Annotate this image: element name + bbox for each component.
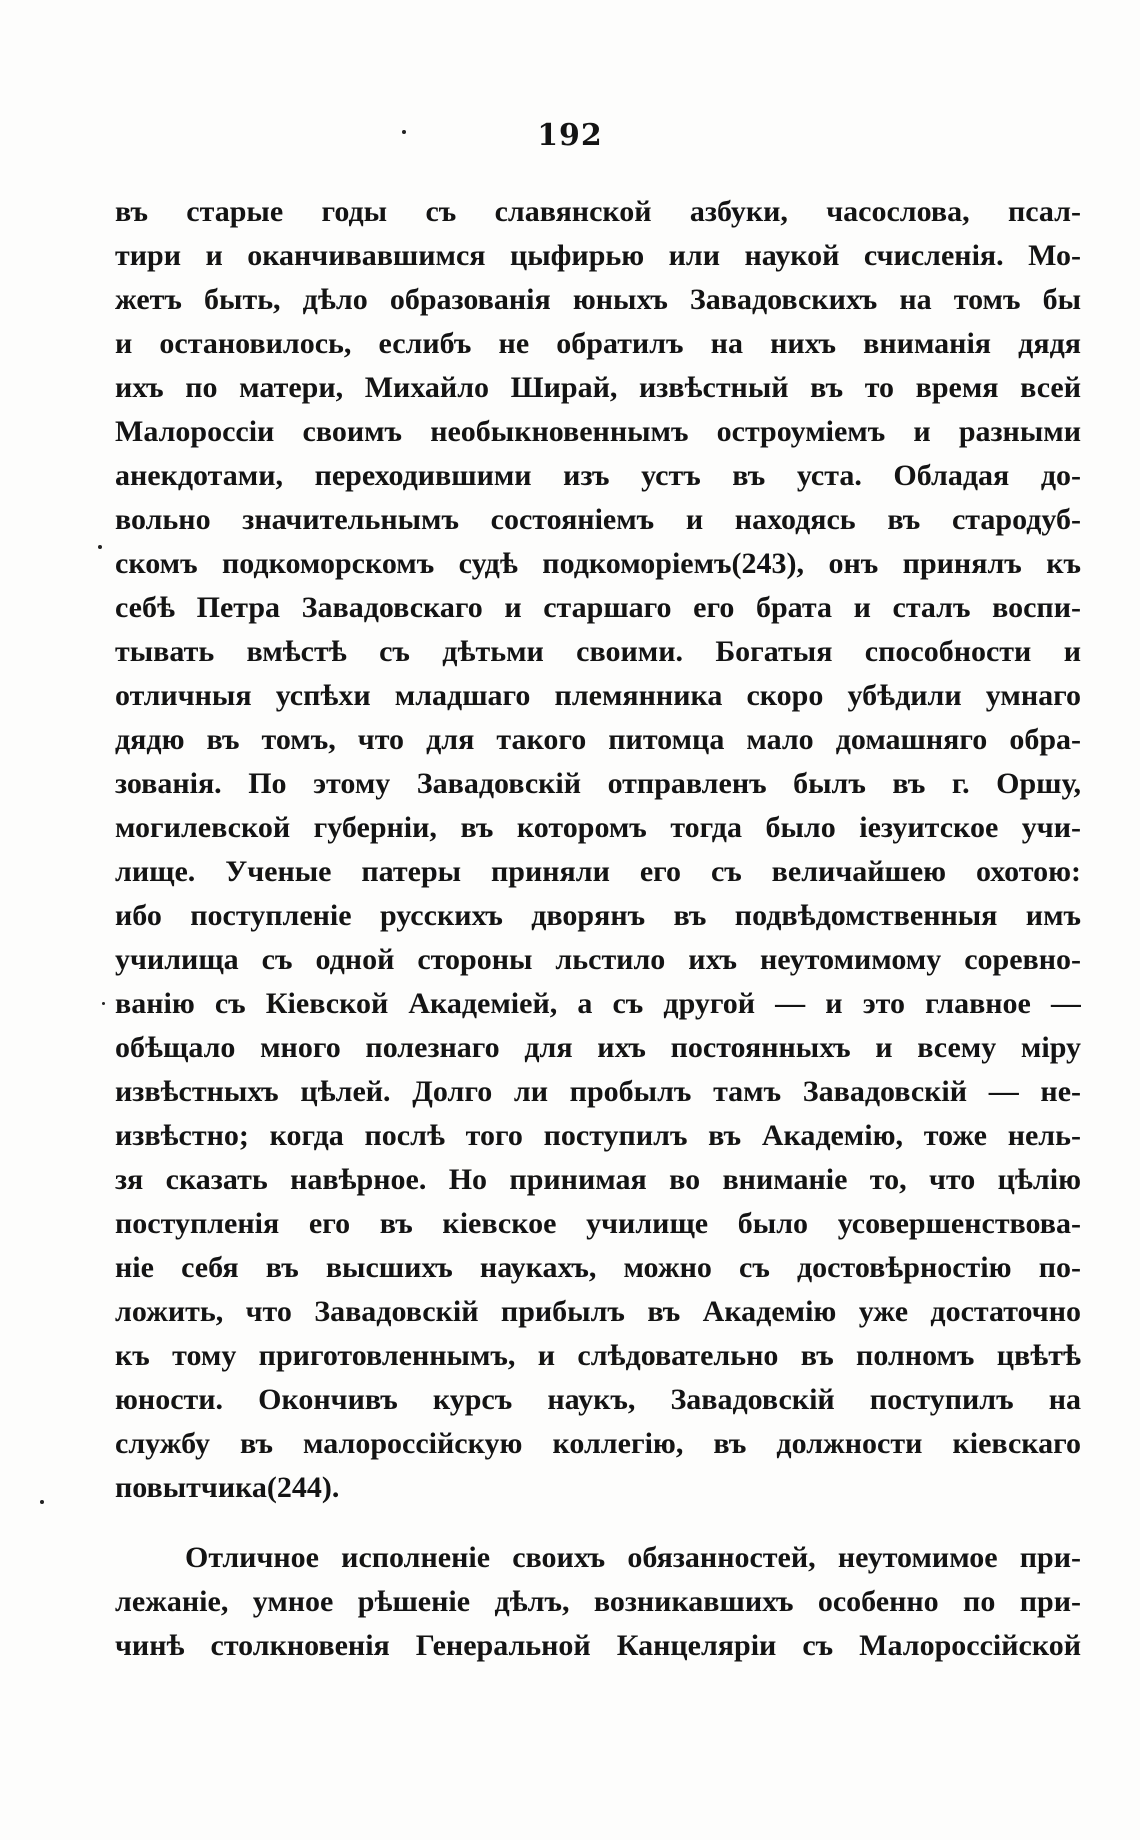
text-line: вольно значительнымъ состояніемъ и находясь въ стародуб-	[115, 503, 1081, 536]
text-line: могилевской губерніи, въ которомъ тогда было іезуитское учи-	[115, 811, 1081, 844]
text-line: ибо поступленіе русскихъ дворянъ въ подвѣдомственныя имъ	[115, 899, 1081, 932]
print-speck	[40, 1500, 44, 1504]
text-line: ложить, что Завадовскій прибылъ въ Академію уже достаточно	[115, 1295, 1081, 1328]
text-line: училища съ одной стороны льстило ихъ неутомимому соревно-	[115, 943, 1081, 976]
text-line: юности. Окончивъ курсъ наукъ, Завадовскій поступилъ на	[115, 1383, 1081, 1416]
text-line: обѣщало много полезнаго для ихъ постоянныхъ и всему міру	[115, 1031, 1081, 1064]
text-line: лежаніе, умное рѣшеніе дѣлъ, возникавшихъ особенно по при-	[115, 1585, 1081, 1618]
text-line: жетъ быть, дѣло образованія юныхъ Завадовскихъ на томъ бы	[115, 283, 1081, 316]
print-speck	[102, 1002, 105, 1005]
text-line: ванію съ Кіевской Академіей, а съ другой — и это главное —	[115, 987, 1081, 1020]
text-line: повытчика(244).	[115, 1471, 340, 1504]
text-line: поступленія его въ кіевское училище было усовершенствова-	[115, 1207, 1081, 1240]
text-line: службу въ малороссійскую коллегію, въ должности кіевскаго	[115, 1427, 1081, 1460]
text-line: отличныя успѣхи младшаго племянника скоро убѣдили умнаго	[115, 679, 1081, 712]
text-line: въ старые годы съ славянской азбуки, часослова, псал-	[115, 195, 1081, 228]
text-line: къ тому приготовленнымъ, и слѣдовательно въ полномъ цвѣтѣ	[115, 1339, 1081, 1372]
text-line: чинѣ столкновенія Генеральной Канцеляріи съ Малороссійской	[115, 1629, 1081, 1662]
text-line: Малороссіи своимъ необыкновеннымъ остроуміемъ и разными	[115, 415, 1081, 448]
text-line: зя сказать навѣрное. Но принимая во вниманіе то, что цѣлію	[115, 1163, 1081, 1196]
paragraph-2	[115, 1536, 1081, 1668]
text-line: себѣ Петра Завадовскаго и старшаго его брата и сталъ воспи-	[115, 591, 1081, 624]
text-line: извѣстно; когда послѣ того поступилъ въ Академію, тоже нель-	[115, 1119, 1081, 1152]
print-speck	[98, 545, 102, 549]
text-line: Отличное исполненіе своихъ обязанностей, неутомимое при-	[185, 1541, 1081, 1574]
text-line: ихъ по матери, Михайло Ширай, извѣстный въ то время всей	[115, 371, 1081, 404]
page-number: 192	[537, 118, 603, 153]
text-line: зованія. По этому Завадовскій отправленъ былъ въ г. Оршу,	[115, 767, 1081, 800]
text-line: анекдотами, переходившими изъ устъ въ уста. Обладая до-	[115, 459, 1081, 492]
text-line: ніе себя въ высшихъ наукахъ, можно съ достовѣрностію по-	[115, 1251, 1081, 1284]
text-line: тири и оканчивавшимся цыфирью или наукой счисленія. Мо-	[115, 239, 1081, 272]
text-line: лище. Ученые патеры приняли его съ величайшею охотою:	[115, 855, 1081, 888]
print-speck	[402, 130, 406, 134]
text-line: извѣстныхъ цѣлей. Долго ли пробылъ тамъ Завадовскій — не-	[115, 1075, 1081, 1108]
text-line: дядю въ томъ, что для такого питомца мало домашняго обра-	[115, 723, 1081, 756]
paragraph-1	[115, 190, 1081, 1510]
text-line: тывать вмѣстѣ съ дѣтьми своими. Богатыя способности и	[115, 635, 1081, 668]
text-line: скомъ подкоморскомъ судѣ подкоморіемъ(243), онъ принялъ къ	[115, 547, 1081, 580]
text-line: и остановилось, еслибъ не обратилъ на нихъ вниманія дядя	[115, 327, 1081, 360]
